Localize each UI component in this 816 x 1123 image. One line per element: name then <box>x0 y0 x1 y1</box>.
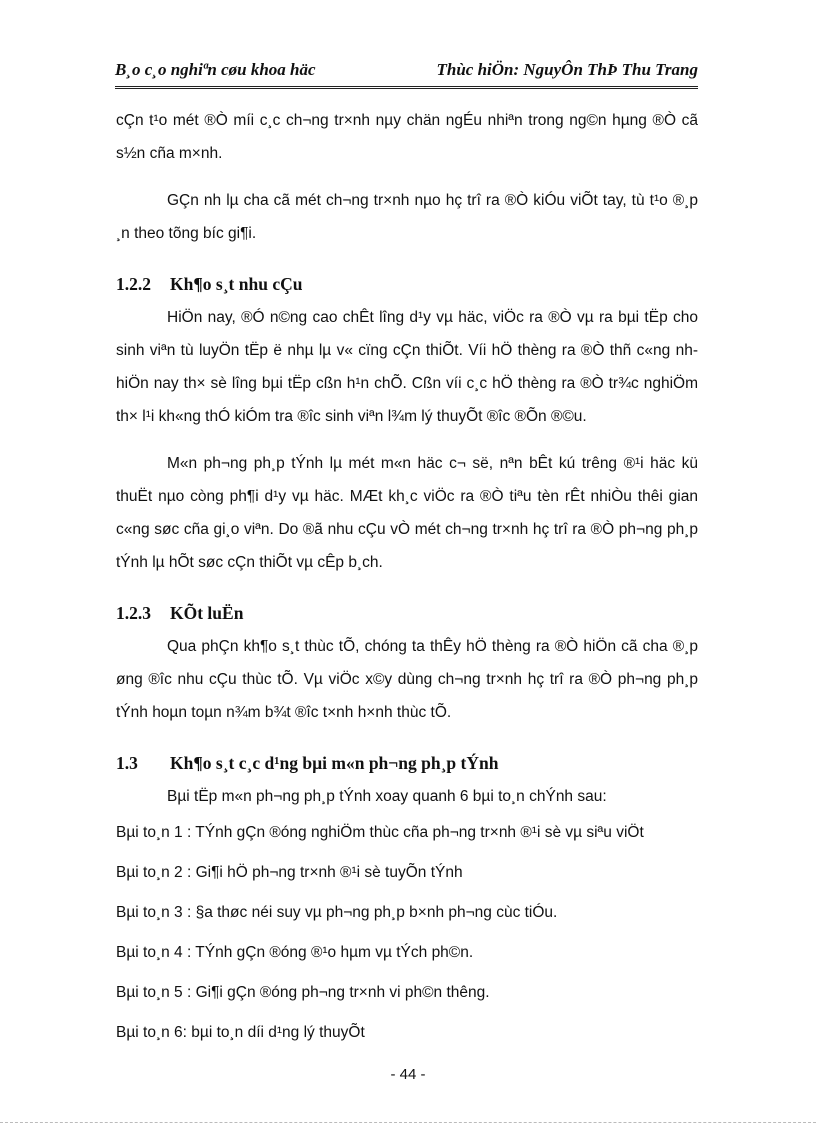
section-heading-1-2-3 <box>116 597 698 630</box>
paragraph: cÇn t¹o mét ®Ò míi c¸c ch¬ng tr×nh nµy chän ngÉu nhiªn trong ng©n hµng ®Ò cã s½n cña m×nh. <box>116 112 698 162</box>
paragraph: M«n ph¬ng ph¸p tÝnh lµ mét m«n häc c¬ së, nªn bÊt kú trêng ®¹i häc kü thuËt nµo còng ph¶i d¹y vµ häc. MÆt kh¸c viÖc ra ®Ò tiªu tèn rÊt nhiÒu thêi gian c«ng søc cña gi¸o viªn. Do ®ã nhu cÇu vÒ mét ch¬ng tr×nh hç trî ra ®Ò ph¬ng ph¸p tÝnh lµ hÕt søc cÇn thiÕt vµ cÊp b¸ch. <box>116 455 698 571</box>
section-title: Kh¶o s¸t nhu cÇu <box>170 274 303 294</box>
list-item: Bµi to¸n 1 : TÝnh gÇn ®óng nghiÖm thùc cña ph¬ng tr×nh ®¹i sè vµ siªu viÖt <box>116 824 644 841</box>
paragraph: Bµi tËp m«n ph¬ng ph¸p tÝnh xoay quanh 6 bµi to¸n chÝnh sau: <box>167 788 607 805</box>
section-number: 1.2.2 <box>116 274 151 294</box>
page-number: - 44 - <box>390 1066 426 1083</box>
page-header <box>115 60 698 80</box>
header-left-title: B¸o c¸o nghiªn cøu khoa häc <box>115 60 316 79</box>
section-number: 1.2.3 <box>116 603 151 623</box>
section-title: Kh¶o s¸t c¸c d¹ng bµi m«n ph¬ng ph¸p tÝnh <box>170 753 499 773</box>
list-item: Bµi to¸n 2 : Gi¶i hÖ ph¬ng tr×nh ®¹i sè tuyÕn tÝnh <box>116 864 463 881</box>
paragraph: HiÖn nay, ®Ó n©ng cao chÊt lîng d¹y vµ häc, viÖc ra ®Ò vµ ra bµi tËp cho sinh viªn tù luyÖn tËp ë nhµ lµ v« cïng cÇn thiÕt. Víi hÖ thèng ra ®Ò thñ c«ng nh hiÖn nay th× sè lîng bµi tËp cßn h¹n chÕ. Cßn víi c¸c hÖ thèng ra ®Ò tr¾c nghiÖm th× l¹i kh«ng thÓ kiÓm tra ®îc sinh viªn l¾m lý thuyÕt ®îc ®Õn ®©u. <box>116 309 698 425</box>
list-item: Bµi to¸n 4 : TÝnh gÇn ®óng ®¹o hµm vµ tÝch ph©n. <box>116 944 474 961</box>
list-item: Bµi to¸n 5 : Gi¶i gÇn ®óng ph¬ng tr×nh vi ph©n thêng. <box>116 984 490 1001</box>
list-item: Bµi to¸n 6: bµi to¸n díi d¹ng lý thuyÕt <box>116 1024 365 1041</box>
page-content <box>116 104 698 1053</box>
section-number: 1.3 <box>116 753 138 773</box>
section-heading-1-3 <box>116 747 698 780</box>
header-rule <box>115 86 698 89</box>
paragraph: GÇn nh lµ cha cã mét ch¬ng tr×nh nµo hç trî ra ®Ò kiÓu viÕt tay, tù t¹o ®¸p ¸n theo tõng bíc gi¶i. <box>116 192 698 242</box>
section-heading-1-2-2 <box>116 268 698 301</box>
list-item: Bµi to¸n 3 : §a thøc néi suy vµ ph¬ng ph¸p b×nh ph¬ng cùc tiÓu. <box>116 904 558 921</box>
section-title: KÕt luËn <box>170 603 244 623</box>
paragraph: Qua phÇn kh¶o s¸t thùc tÕ, chóng ta thÊy hÖ thèng ra ®Ò hiÖn cã cha ®¸p øng ®îc nhu cÇu thùc tÕ. Vµ viÖc x©y dùng ch¬ng tr×nh hç trî ra ®Ò ph¬ng ph¸p tÝnh hoµn toµn n¾m b¾t ®îc t×nh h×nh thùc tÕ. <box>116 638 698 721</box>
header-right-author: Thùc hiÖn: NguyÔn ThÞ Thu Trang <box>436 60 698 79</box>
